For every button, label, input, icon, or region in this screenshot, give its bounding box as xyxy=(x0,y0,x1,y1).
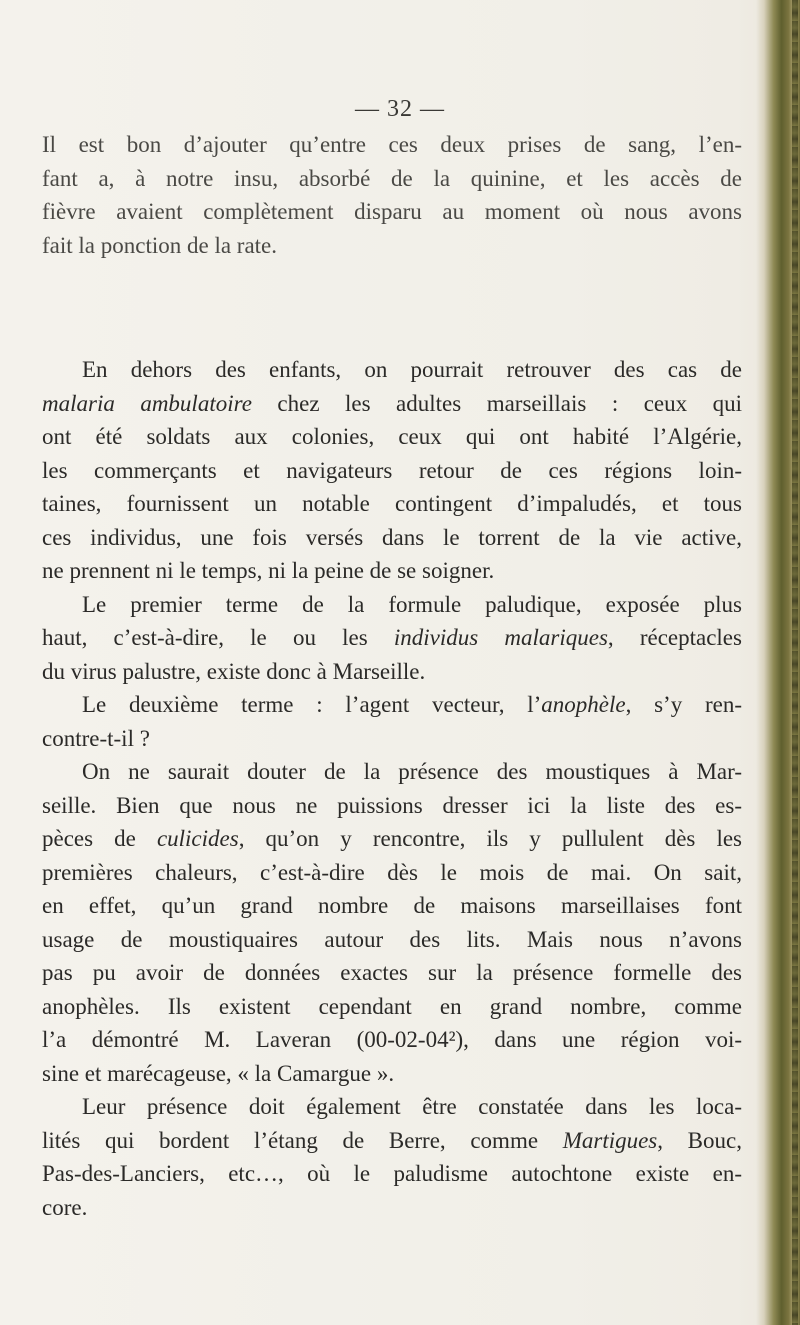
main-text xyxy=(42,353,742,1224)
text-line: taines, fournissent un notable contingent d’impaludés, et tous xyxy=(42,491,742,516)
text-line: l’a démontré M. Laveran (00-02-04²), dans une région voi- xyxy=(42,1027,742,1052)
text-fragment: , s’y ren- xyxy=(625,692,742,717)
text-line: Pas-des-Lanciers, etc…, où le paludisme autochtone existe en- xyxy=(42,1161,742,1186)
text-fragment: chez les adultes marseillais : ceux qui xyxy=(251,390,742,416)
text-line: sine et marécageuse, « la Camargue ». xyxy=(42,1060,395,1086)
text-line xyxy=(42,822,742,856)
paragraph-first-term xyxy=(42,588,742,689)
text-fragment: , réceptacles xyxy=(607,625,742,650)
text-line: premières chaleurs, c’est-à-dire dès le mois de mai. On sait, xyxy=(42,859,742,885)
paragraph-quinine-note xyxy=(42,128,742,262)
text-line: Le premier terme de la formule paludique, exposée plus xyxy=(82,591,742,617)
text-line: anophèles. Ils existent cependant en grand nombre, comme xyxy=(42,993,742,1019)
page-number: — 32 — xyxy=(355,96,445,122)
book-binding-edge xyxy=(756,0,800,1325)
text-line: ont été soldats aux colonies, ceux qui ont habité l’Algérie, xyxy=(42,424,742,449)
text-line: fant a, à notre insu, absorbé de la quinine, et les accès de xyxy=(42,165,742,191)
text-line: en effet, qu’un grand nombre de maisons marseillaises font xyxy=(42,893,742,918)
italic-term: culicides xyxy=(156,826,239,851)
paragraph-mosquitoes xyxy=(42,755,742,1090)
text-fragment: pèces de xyxy=(42,826,157,851)
paragraph-localities xyxy=(42,1090,742,1224)
text-fragment: , Bouc, xyxy=(657,1127,742,1153)
text-fragment: Le deuxième terme : l’agent vecteur, l’ xyxy=(82,692,542,717)
text-line: ne prennent ni le temps, ni la peine de se soigner. xyxy=(42,558,495,583)
italic-term: individus malariques xyxy=(393,625,608,650)
italic-term: malaria ambulatoire xyxy=(42,390,252,416)
italic-term: anophèle xyxy=(541,692,626,717)
text-fragment: , qu’on y rencontre, ils y pullulent dès les xyxy=(238,826,742,851)
text-line: usage de moustiquaires autour des lits. Mais nous n’avons xyxy=(42,926,742,952)
text-line: pas pu avoir de données exactes sur la présence formelle des xyxy=(42,960,742,985)
text-line: ces individus, une fois versés dans le torrent de la vie active, xyxy=(42,524,742,550)
text-line xyxy=(42,1124,742,1158)
text-line xyxy=(42,621,742,655)
italic-term: Martigues xyxy=(562,1127,658,1153)
text-line: On ne saurait douter de la présence des moustiques à Mar- xyxy=(82,759,742,784)
text-line xyxy=(42,387,742,421)
text-line: contre-t-il ? xyxy=(42,725,150,751)
text-line: En dehors des enfants, on pourrait retrouver des cas de xyxy=(82,357,742,382)
paragraph-adults xyxy=(42,353,742,588)
text-line: seille. Bien que nous ne puissions dresser ici la liste des es- xyxy=(42,792,742,818)
text-line: fait la ponction de la rate. xyxy=(42,232,278,258)
text-line: fièvre avaient complètement disparu au moment où nous avons xyxy=(42,199,742,224)
text-fragment: lités qui bordent l’étang de Berre, comme xyxy=(42,1127,563,1153)
paragraph-second-term xyxy=(42,688,742,755)
text-line: les commerçants et navigateurs retour de ces régions loin- xyxy=(42,457,742,483)
text-line: Il est bon d’ajouter qu’entre ces deux prises de sang, l’en- xyxy=(42,132,742,157)
text-line: du virus palustre, existe donc à Marseille. xyxy=(42,658,426,684)
text-line: Leur présence doit également être constatée dans les loca- xyxy=(82,1094,742,1119)
text-line: core. xyxy=(42,1194,88,1220)
text-fragment: haut, c’est-à-dire, le ou les xyxy=(42,625,394,650)
text-line xyxy=(42,688,742,722)
